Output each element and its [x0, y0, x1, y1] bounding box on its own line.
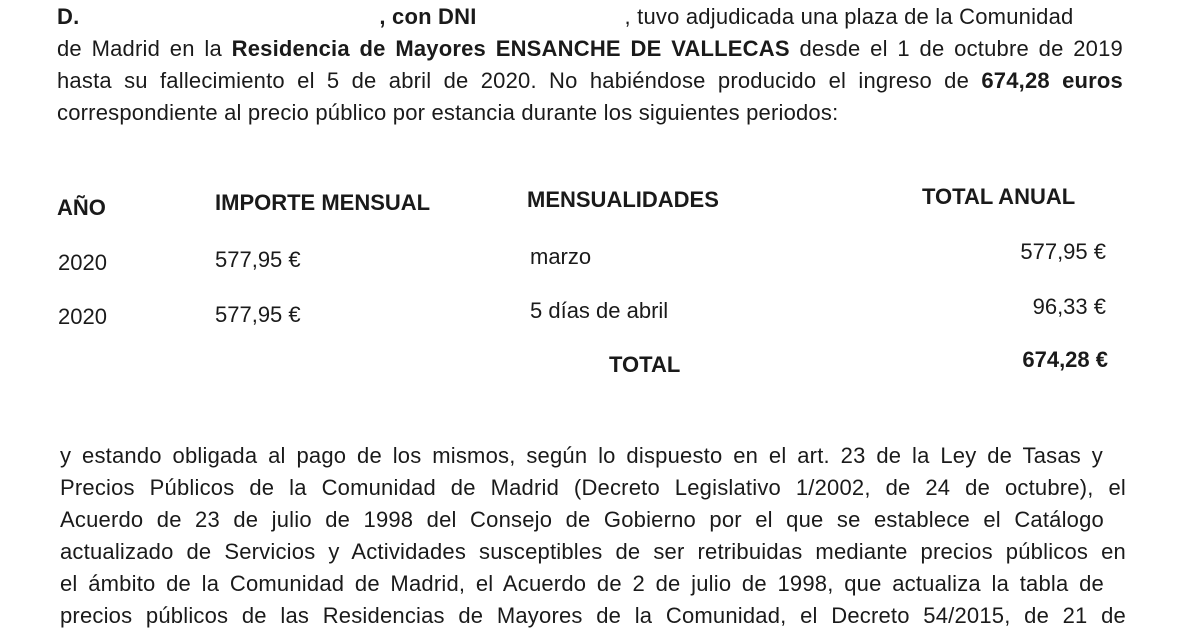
residence-name: Residencia de Mayores ENSANCHE DE VALLECAS — [231, 36, 790, 61]
intro-line-1 — [57, 2, 1123, 32]
body-line: Precios Públicos de la Comunidad de Madrid (Decreto Legislativo 1/2002, de 24 de octubre), el — [60, 475, 1126, 500]
body-line: y estando obligada al pago de los mismos, según lo dispuesto en el art. 23 de la Ley de Tasas y — [60, 443, 1103, 468]
intro-line-3-pre: hasta su fallecimiento el 5 de abril de 2020. No habiéndose producido el ingreso de — [57, 68, 982, 93]
row-1-monthly-amount: 577,95 € — [215, 247, 301, 272]
row-1-annual-total: 577,95 € — [1020, 239, 1106, 264]
row-2-installments: 5 días de abril — [530, 298, 669, 323]
body-line: Acuerdo de 23 de julio de 1998 del Consejo de Gobierno por el que se establece el Catálogo — [60, 507, 1104, 532]
intro-line-2-post: desde el 1 de octubre de 2019 — [789, 36, 1123, 61]
title-prefix: D. — [57, 4, 80, 29]
intro-line-1-rest: , tuvo adjudicada una plaza de la Comunidad — [624, 4, 1074, 29]
intro-line-2 — [57, 34, 1123, 64]
header-installments: MENSUALIDADES — [527, 187, 719, 212]
row-1-year: 2020 — [58, 250, 107, 275]
intro-line-3 — [57, 66, 1123, 96]
row-2-year: 2020 — [58, 304, 107, 329]
header-monthly-amount: IMPORTE MENSUAL — [215, 190, 431, 215]
body-line: precios públicos de las Residencias de Mayores de la Comunidad, el Decreto 54/2015, de 21 de — [60, 603, 1126, 628]
header-annual-total: TOTAL ANUAL — [922, 184, 1076, 209]
row-2-monthly-amount: 577,95 € — [215, 302, 301, 327]
intro-line-4: correspondiente al precio público por estancia durante los siguientes periodos: — [57, 100, 839, 125]
body-line: el ámbito de la Comunidad de Madrid, el Acuerdo de 2 de julio de 1998, que actualiza la tabla de — [60, 571, 1104, 596]
intro-line-2-pre: de Madrid en la — [57, 36, 232, 61]
total-value: 674,28 € — [1022, 347, 1108, 372]
dni-label: , con DNI — [379, 4, 477, 29]
header-year: AÑO — [57, 195, 106, 220]
total-label: TOTAL — [609, 352, 681, 377]
row-2-annual-total: 96,33 € — [1032, 294, 1106, 319]
body-line: actualizado de Servicios y Actividades susceptibles de ser retribuidas mediante precios públicos en — [60, 539, 1126, 564]
row-1-installments: marzo — [530, 244, 592, 269]
debt-amount: 674,28 euros — [981, 68, 1123, 93]
